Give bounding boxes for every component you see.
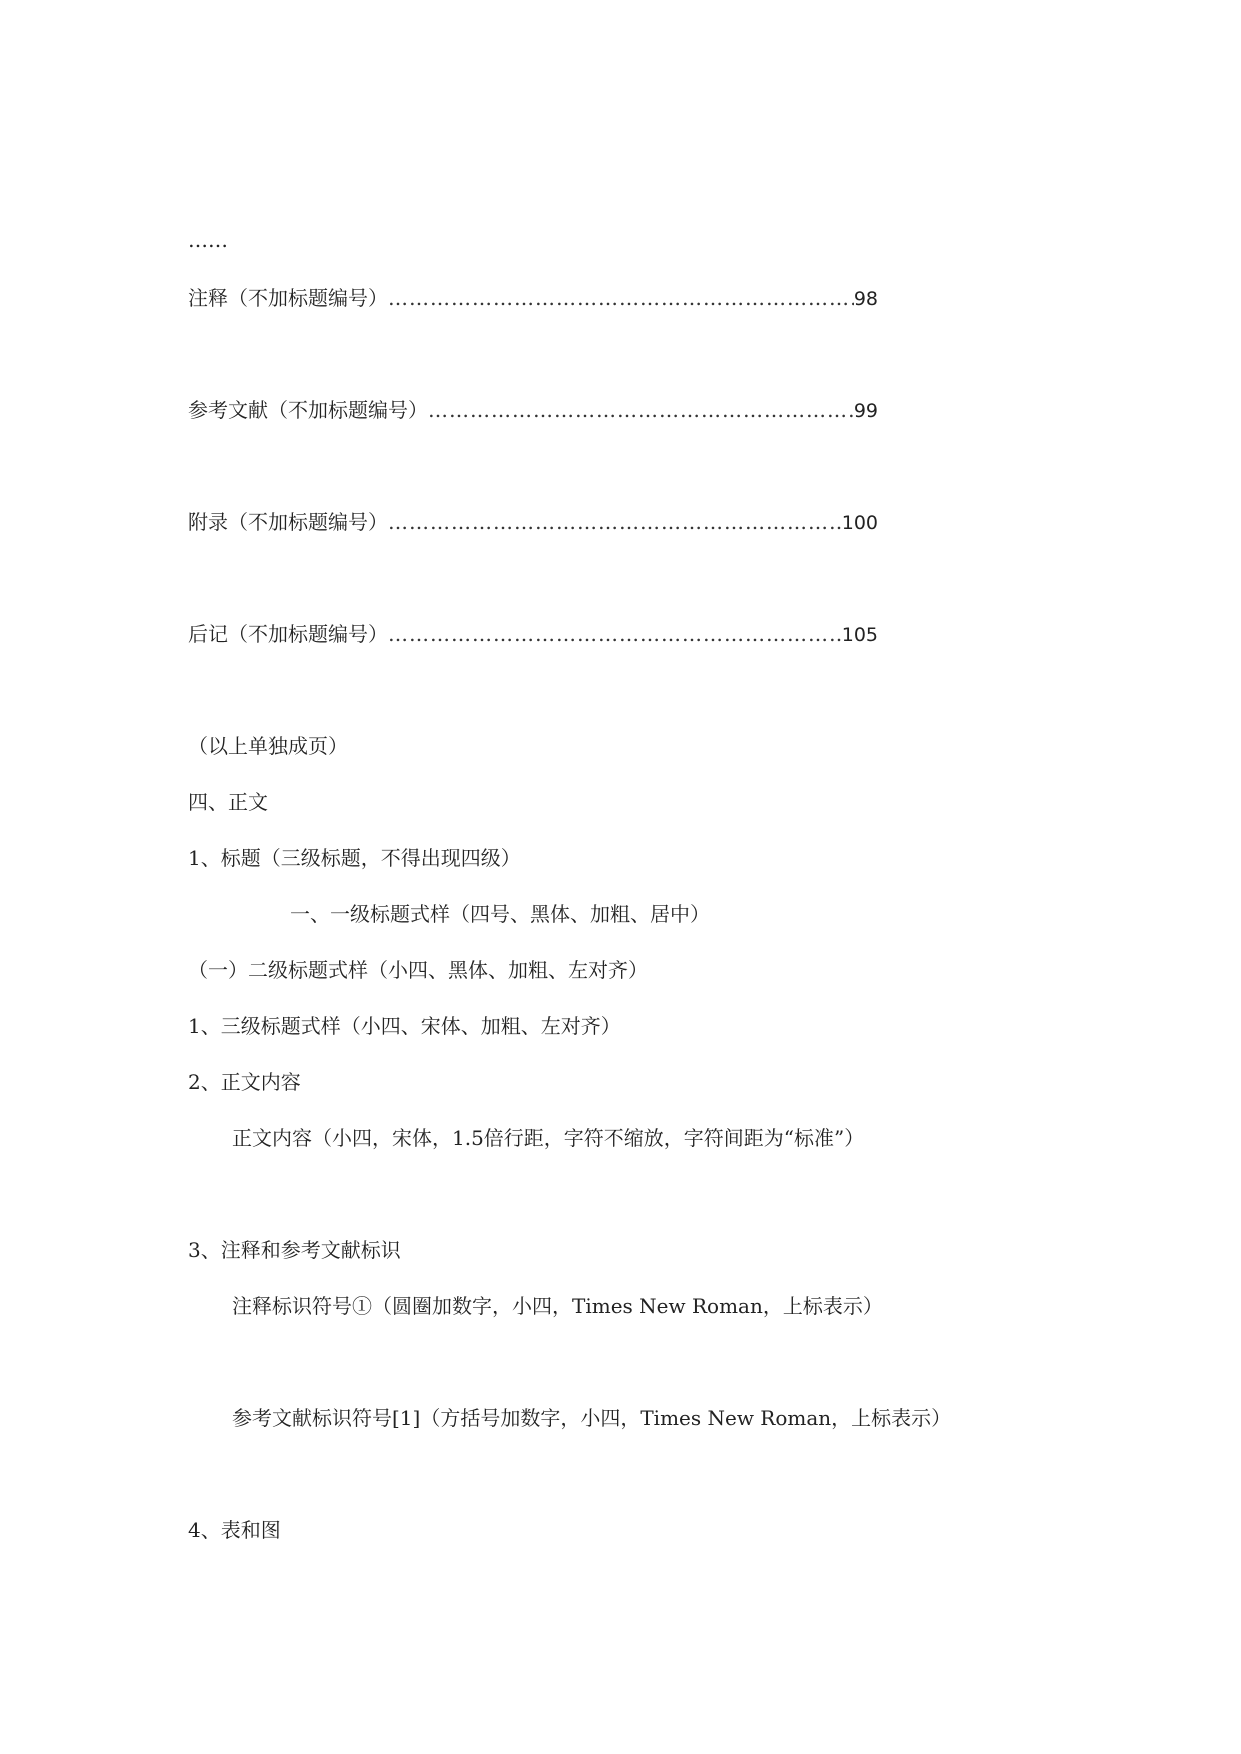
toc-entry-label: 附录（不加标题编号） xyxy=(188,510,388,534)
toc-leader-dots xyxy=(388,620,842,648)
reference-mark-description: 参考文献标识符号[1]（方括号加数字，小四，Times New Roman，上标表示） xyxy=(232,1406,952,1430)
toc-entry-label: 注释（不加标题编号） xyxy=(188,286,388,310)
level3-heading-sample: 1、三级标题式样（小四、宋体、加粗、左对齐） xyxy=(188,1014,621,1038)
toc-entry-references xyxy=(188,396,878,425)
toc-entry-page: 100 xyxy=(841,512,878,534)
section-main-text-heading: 四、正文 xyxy=(188,790,268,814)
item-body-content: 2、正文内容 xyxy=(188,1070,301,1094)
toc-entry-page: 99 xyxy=(853,400,878,422)
toc-entry-postscript xyxy=(188,620,878,649)
toc-entry-page: 105 xyxy=(841,624,878,646)
level2-heading-sample: （一）二级标题式样（小四、黑体、加粗、左对齐） xyxy=(188,958,648,982)
toc-entry-page: 98 xyxy=(853,288,878,310)
body-content-description: 正文内容（小四，宋体，1.5倍行距，字符不缩放，字符间距为“标准”） xyxy=(232,1126,865,1150)
toc-leader-dots xyxy=(388,284,854,312)
toc-leader-dots xyxy=(428,396,854,424)
toc-ellipsis: …… xyxy=(188,228,228,252)
toc-entry-notes xyxy=(188,284,878,313)
level1-heading-sample: 一、一级标题式样（四号、黑体、加粗、居中） xyxy=(290,902,710,926)
toc-separate-page-note: （以上单独成页） xyxy=(188,734,348,758)
item-tables-figures: 4、表和图 xyxy=(188,1518,281,1542)
toc-leader-dots xyxy=(388,508,842,536)
item-headings: 1、标题（三级标题，不得出现四级） xyxy=(188,846,521,870)
item-notes-references: 3、注释和参考文献标识 xyxy=(188,1238,401,1262)
toc-entry-label: 后记（不加标题编号） xyxy=(188,622,388,646)
toc-entry-label: 参考文献（不加标题编号） xyxy=(188,398,428,422)
note-mark-description: 注释标识符号①（圆圈加数字，小四，Times New Roman，上标表示） xyxy=(232,1294,883,1318)
toc-entry-appendix xyxy=(188,508,878,537)
